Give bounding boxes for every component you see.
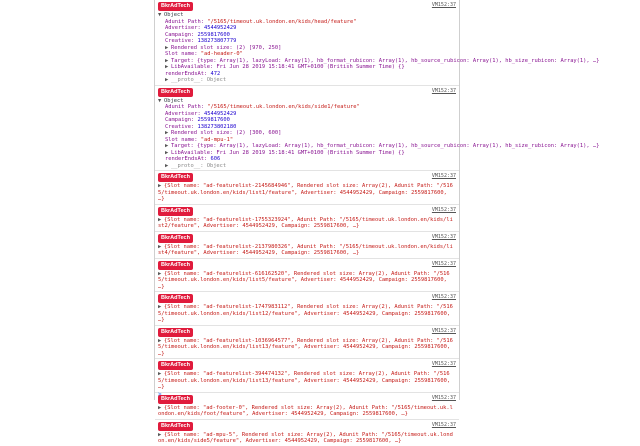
log-badge: BkrAdTech	[158, 395, 193, 404]
collapsed-triangle-icon[interactable]: ▶	[158, 404, 162, 411]
lib-available-row[interactable]: ▶ LibAvailable: Fri Jun 28 2019 15:18:41 GMT+0100 (British Summer Time) {}	[165, 149, 405, 156]
collapsed-object-summary[interactable]: ▶ {Slot name: "ad-footer-0", Rendered slot size: Array(2), Adunit Path: "/5165/timeout.uk.london.en/kids/foot/feature", Advertiser: 4544952429, Campaign: 2559817600, …}	[158, 404, 453, 417]
collapsed-object-summary[interactable]: ▶ {Slot name: "ad-featurelist-1747983112", Rendered slot size: Array(2), Adunit Path: "/5165/timeout.uk.london.en/kids/list12/feature", Advertiser: 4544952429, Campaign: 2559817600, …}	[158, 304, 453, 323]
proto-row[interactable]: ▶ __proto__: Object	[165, 162, 227, 169]
collapsed-triangle-icon[interactable]: ▶	[158, 216, 162, 223]
log-badge: BkrAdTech	[158, 234, 193, 243]
log-badge: BkrAdTech	[158, 294, 193, 303]
log-source-link[interactable]: VM152:37	[431, 87, 456, 94]
log-source-link[interactable]: VM152:37	[431, 421, 456, 428]
expanded-triangle-icon[interactable]: ▼	[158, 97, 162, 104]
collapsed-triangle-icon[interactable]: ▶	[165, 143, 169, 149]
collapsed-triangle-icon[interactable]: ▶	[165, 57, 169, 64]
log-source-link[interactable]: VM152:37	[431, 260, 456, 267]
log-badge: BkrAdTech	[158, 261, 193, 270]
log-badge: BkrAdTech	[158, 328, 193, 337]
log-badge: BkrAdTech	[158, 361, 193, 370]
collapsed-triangle-icon[interactable]: ▶	[158, 371, 162, 377]
target-row[interactable]: ▶ Target: {type: Array(1), lazyLoad: Array(1), hb_format_rubicon: Array(1), hb_source_rubicon: Array(1), hb_size_rubicon: Array(1), …}	[165, 57, 600, 64]
collapsed-triangle-icon[interactable]: ▶	[158, 243, 162, 250]
log-source-link[interactable]: VM152:37	[431, 361, 456, 367]
collapsed-object-summary[interactable]: ▶ {Slot name: "ad-featurelist-1755323924", Adunit Path: "/5165/timeout.uk.london.en/kids/list2/feature", Advertiser: 4544952429, Campaign: 2559817600, …}	[158, 216, 453, 229]
object-toggle[interactable]: ▼ Object	[158, 97, 184, 104]
collapsed-triangle-icon[interactable]: ▶	[158, 304, 162, 310]
log-badge: BkrAdTech	[158, 88, 193, 97]
log-source-link[interactable]: VM152:37	[431, 206, 456, 213]
collapsed-triangle-icon[interactable]: ▶	[165, 77, 169, 83]
log-entry	[155, 258, 459, 292]
log-entry	[155, 419, 459, 446]
log-entry	[155, 392, 459, 419]
log-entry	[155, 325, 459, 359]
object-toggle[interactable]: ▼ Object	[158, 12, 184, 18]
log-entry	[155, 204, 459, 231]
expanded-triangle-icon[interactable]: ▼	[158, 12, 162, 18]
collapsed-object-summary[interactable]: ▶ {Slot name: "ad-featurelist-616162520", Rendered slot size: Array(2), Adunit Path: "/5165/timeout.uk.london.en/kids/list5/feature", Advertiser: 4544952429, Campaign: 2559817600, …}	[158, 270, 450, 290]
log-source-link[interactable]: VM152:37	[431, 173, 456, 179]
lib-available-row[interactable]: ▶ LibAvailable: Fri Jun 28 2019 15:18:41 GMT+0100 (British Summer Time) {}	[165, 64, 405, 70]
log-source-link[interactable]: VM152:37	[431, 294, 456, 300]
target-row[interactable]: ▶ Target: {type: Array(1), lazyLoad: Array(1), hb_format_rubicon: Array(1), hb_source_rubicon: Array(1), hb_size_rubicon: Array(1), …}	[165, 143, 600, 149]
log-entry: VM152:37 BkrAdTech ▼ Object Adunit Path: "/5165/timeout.uk.london.en/kids/side1/feature" Advertiser: 4544952429 Campaign: 2559817600 Creative: 138273802180 ▶ Rendered slot size: (2) [300, 600] Slot name: "ad-mpu-1" ▶ Target: {type: Array(1), lazyLoad: Array(1), hb_format_rubicon: Array(1), hb_source_rubicon: Array(1), hb_size_rubicon: Array(1), …} ▶ LibAvailable: Fri Jun 28 2019 15:18:41 GMT+0100 (British Summer Time) {} renderEndsAt: 606 ▶ __proto__: Object	[155, 85, 459, 171]
log-entry	[155, 231, 459, 258]
collapsed-object-summary[interactable]: ▶ {Slot name: "ad-mpu-5", Rendered slot size: Array(2), Adunit Path: "/5165/timeout.uk.london.en/kids/side5/feature", Advertiser: 4544952429, Campaign: 2559817600, …}	[158, 431, 453, 444]
log-badge: BkrAdTech	[158, 207, 193, 216]
log-badge: BkrAdTech	[158, 173, 193, 182]
rendered-size-row[interactable]: ▶ Rendered slot size: (2) [300, 600]	[165, 130, 282, 136]
collapsed-triangle-icon[interactable]: ▶	[165, 44, 169, 51]
collapsed-object-summary[interactable]: ▶ {Slot name: "ad-featurelist-2137980326", Adunit Path: "/5165/timeout.uk.london.en/kids/list4/feature", Advertiser: 4544952429, Campaign: 2559817600, …}	[158, 243, 453, 256]
log-entry	[155, 170, 459, 204]
collapsed-triangle-icon[interactable]: ▶	[158, 183, 162, 189]
log-source-link[interactable]: VM152:37	[431, 233, 456, 240]
log-entry: VM152:37 BkrAdTech ▼ Object Adunit Path: "/5165/timeout.uk.london.en/kids/head/feature" Advertiser: 4544952429 Campaign: 2559817600 Creative: 138273807779 ▶ Rendered slot size: (2) [970, 250] Slot name: "ad-header-0" ▶ Target: {type: Array(1), lazyLoad: Array(1), hb_format_rubicon: Array(1), hb_source_rubicon: Array(1), hb_size_rubicon: Array(1), …} ▶ LibAvailable: Fri Jun 28 2019 15:18:41 GMT+0100 (British Summer Time) {} renderEndsAt: 472 ▶ __proto__: Object	[155, 0, 459, 85]
collapsed-triangle-icon[interactable]: ▶	[165, 149, 169, 156]
collapsed-object-summary[interactable]: ▶ {Slot name: "ad-featurelist-394474132", Rendered slot size: Array(2), Adunit Path: "/5165/timeout.uk.london.en/kids/list13/feature", Advertiser: 4544952429, Campaign: 2559817600, …}	[158, 371, 451, 390]
collapsed-object-summary[interactable]: ▶ {Slot name: "ad-featurelist-1036964577", Rendered slot size: Array(2), Adunit Path: "/5165/timeout.uk.london.en/kids/list13/feature", Advertiser: 4544952429, Campaign: 2559817600, …}	[158, 337, 453, 357]
collapsed-triangle-icon[interactable]: ▶	[165, 130, 169, 136]
collapsed-triangle-icon[interactable]: ▶	[165, 64, 169, 70]
collapsed-triangle-icon[interactable]: ▶	[165, 162, 169, 169]
log-source-link[interactable]: VM152:37	[431, 327, 456, 334]
collapsed-triangle-icon[interactable]: ▶	[158, 270, 162, 277]
proto-row[interactable]: ▶ __proto__: Object	[165, 77, 227, 83]
collapsed-triangle-icon[interactable]: ▶	[158, 337, 162, 344]
log-badge: BkrAdTech	[158, 422, 193, 431]
console-prompt[interactable]: >	[158, 391, 162, 398]
log-source-link[interactable]: VM152:37	[431, 394, 456, 401]
rendered-size-row[interactable]: ▶ Rendered slot size: (2) [970, 250]	[165, 44, 282, 51]
log-source-link[interactable]: VM152:37	[431, 2, 456, 8]
console-panel	[154, 0, 600, 444]
log-badge: BkrAdTech	[158, 2, 193, 11]
log-entry	[155, 358, 459, 392]
log-entry	[155, 291, 459, 325]
collapsed-triangle-icon[interactable]: ▶	[158, 431, 162, 438]
collapsed-object-summary[interactable]: ▶ {Slot name: "ad-featurelist-2145684946", Rendered slot size: Array(2), Adunit Path: "/5165/timeout.uk.london.en/kids/list1/feature", Advertiser: 4544952429, Campaign: 2559817600, …}	[158, 183, 453, 202]
